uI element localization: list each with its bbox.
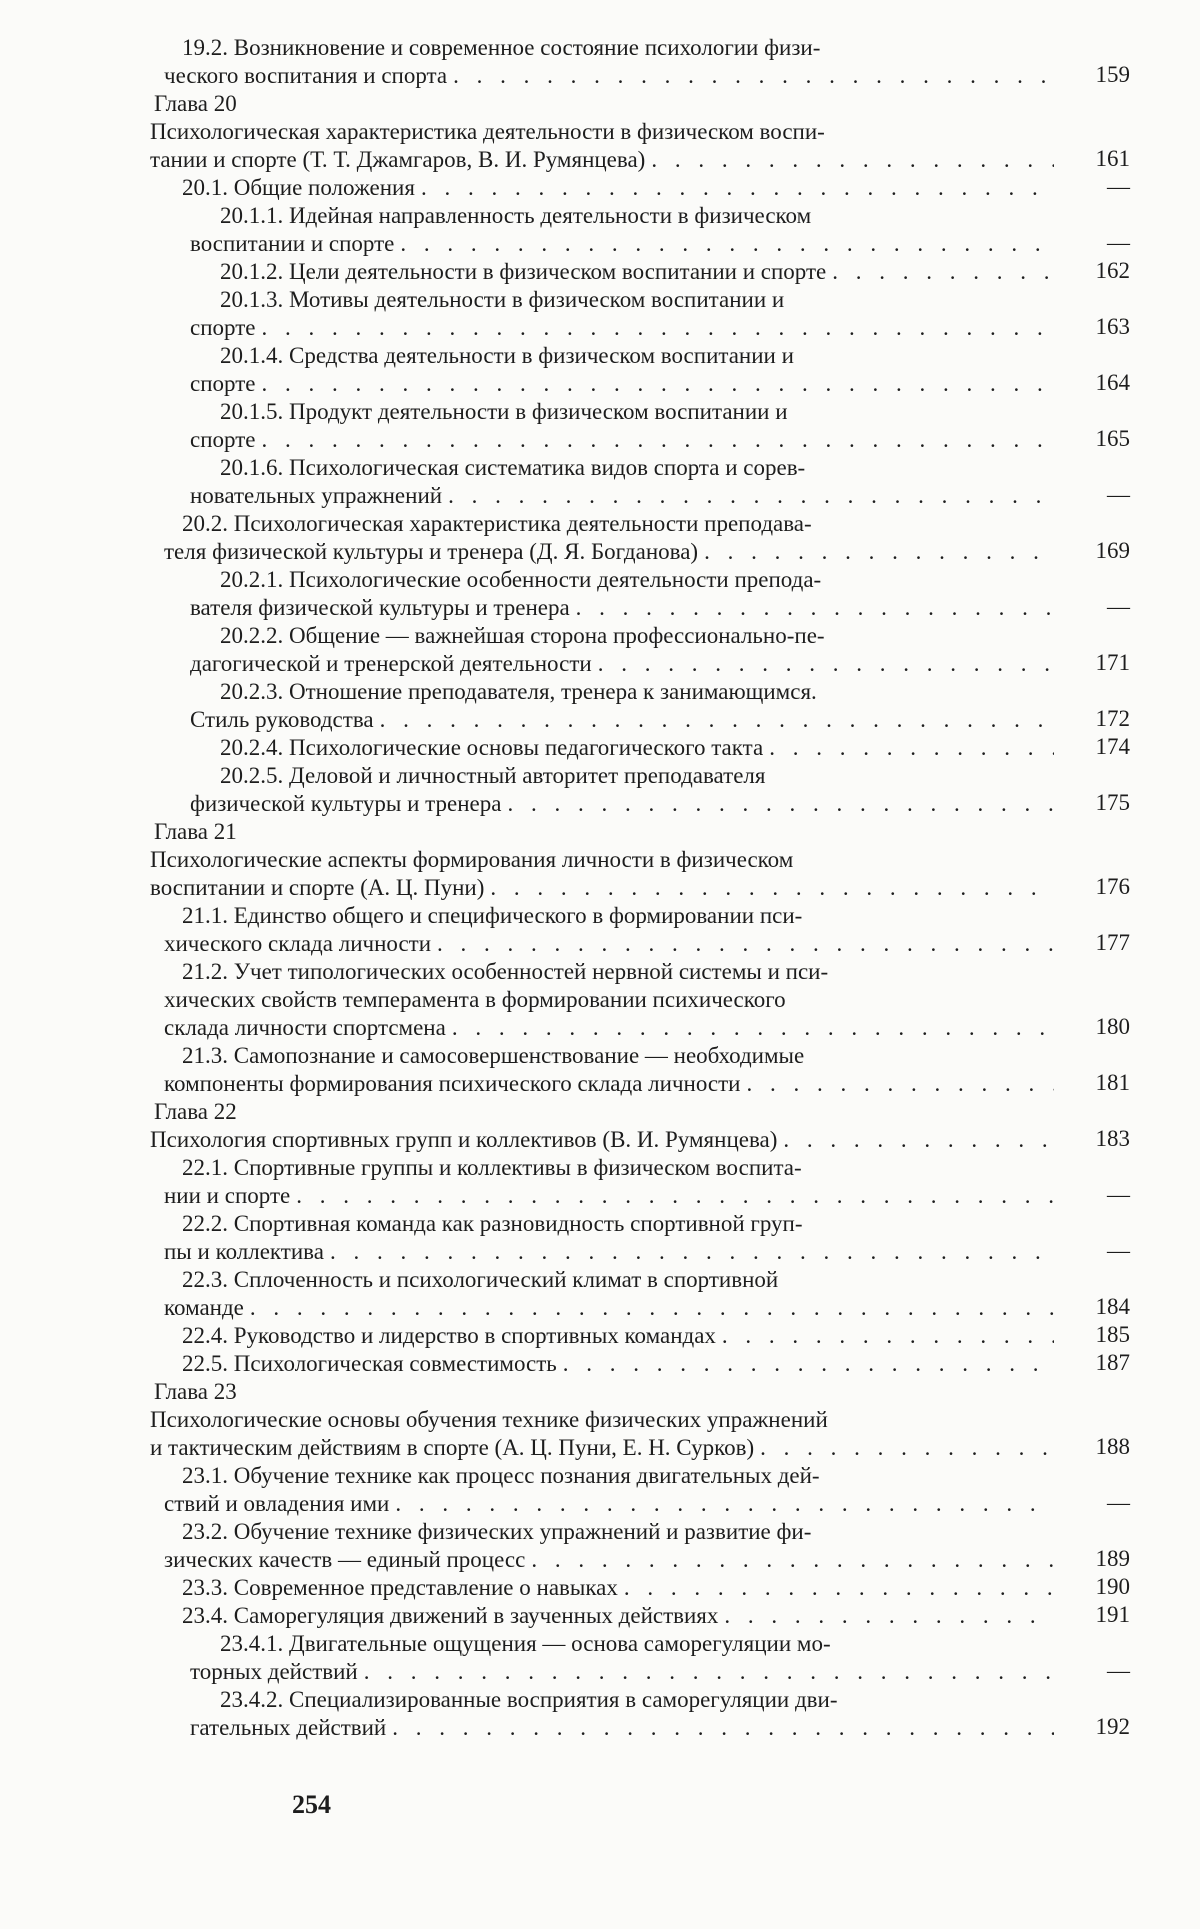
toc-entry-text: теля физической культуры и тренера (Д. Я. Богданова) — [164, 539, 699, 564]
toc-entry-text: 20.1.3. Мотивы деятельности в физическом воспитании и — [220, 287, 785, 312]
dot-leader — [364, 1658, 1054, 1686]
toc-entry-text: Психологические аспекты формирования личности в физическом — [150, 847, 794, 872]
dot-leader — [380, 706, 1054, 734]
dot-leader — [760, 1434, 1054, 1462]
toc-entry-text: 20.2.1. Психологические особенности деятельности препода- — [220, 567, 822, 592]
dot-leader — [395, 1490, 1054, 1518]
toc-entry — [150, 1042, 1130, 1098]
toc-entry-text: 23.4.2. Специализированные восприятия в саморегуляции дви- — [220, 1687, 838, 1712]
toc-entry-text: 22.3. Сплоченность и психологический климат в спортивной — [182, 1267, 779, 1292]
dot-leader — [437, 930, 1054, 958]
toc-entry-text: воспитании и спорте (А. Ц. Пуни) — [150, 875, 485, 900]
toc-page-number: 175 — [1095, 790, 1130, 815]
dot-leader — [421, 174, 1054, 202]
toc-entry-text: новательных упражнений — [190, 483, 443, 508]
dot-leader — [490, 874, 1054, 902]
toc-page-number: 177 — [1095, 930, 1130, 955]
toc-entry-text: Стиль руководства — [190, 707, 374, 732]
dot-leader — [261, 426, 1054, 454]
dot-leader — [448, 482, 1054, 510]
dot-leader — [452, 1014, 1054, 1042]
chapter-heading: Глава 21 — [154, 819, 237, 844]
toc-page-number: 184 — [1095, 1294, 1130, 1319]
toc-page-number: 172 — [1095, 706, 1130, 731]
toc-entry — [150, 454, 1130, 510]
toc-entry-text: 21.3. Самопознание и самосовершенствование — необходимые — [182, 1043, 805, 1068]
toc-entry-text: спорте — [190, 371, 256, 396]
toc-page-number: — — [1107, 174, 1130, 199]
toc-entry-text: ческого воспитания и спорта — [164, 63, 448, 88]
toc-entry-text: 20.2.4. Психологические основы педагогического такта — [220, 735, 764, 760]
toc-page-number: 189 — [1095, 1546, 1130, 1571]
toc-page-number: — — [1107, 1238, 1130, 1263]
toc-page-number: 165 — [1095, 426, 1130, 451]
toc-entry-text: 21.1. Единство общего и специфического в формировании пси- — [182, 903, 803, 928]
toc-page-number: 161 — [1095, 146, 1130, 171]
dot-leader — [769, 734, 1054, 762]
dot-leader — [392, 1714, 1054, 1742]
toc-page-number: 187 — [1095, 1350, 1130, 1375]
toc-entry-text: 23.3. Современное представление о навыках — [182, 1575, 618, 1600]
toc-entry — [150, 1126, 1130, 1154]
toc-entry — [150, 1350, 1130, 1378]
toc-entry — [150, 174, 1130, 202]
dot-leader — [624, 1574, 1054, 1602]
toc-entry-text: 22.2. Спортивная команда как разновидность спортивной груп- — [182, 1211, 803, 1236]
toc-entry — [150, 34, 1130, 90]
toc-page-number: 163 — [1095, 314, 1130, 339]
toc-entry — [150, 398, 1130, 454]
toc-entry-text: 20.1.6. Психологическая систематика видов спорта и сорев- — [220, 455, 806, 480]
toc-entry-text: хических свойств темперамента в формировании психического — [164, 987, 786, 1012]
toc-page-number: 169 — [1095, 538, 1130, 563]
toc-page-number: 192 — [1095, 1714, 1130, 1739]
toc-entry-text: Психологические основы обучения технике физических упражнений — [150, 1407, 828, 1432]
toc-entry — [150, 1602, 1130, 1630]
toc-page-number: — — [1107, 482, 1130, 507]
toc-entry-text: вателя физической культуры и тренера — [190, 595, 570, 620]
toc-entry-text: 22.4. Руководство и лидерство в спортивных командах — [182, 1323, 716, 1348]
toc-entry-text: спорте — [190, 315, 256, 340]
chapter-heading: Глава 23 — [154, 1379, 237, 1404]
toc-entry — [150, 902, 1130, 958]
toc-entry — [150, 1462, 1130, 1518]
toc-entry — [150, 202, 1130, 258]
toc-entry-text: и тактическим действиям в спорте (А. Ц. Пуни, Е. Н. Сурков) — [150, 1435, 755, 1460]
toc-entry — [150, 1266, 1130, 1322]
toc-page-number: 183 — [1095, 1126, 1130, 1151]
dot-leader — [724, 1602, 1054, 1630]
toc-entry-text: 23.2. Обучение технике физических упражнений и развитие фи- — [182, 1519, 812, 1544]
toc-entry-text: 20.1.4. Средства деятельности в физическом воспитании и — [220, 343, 794, 368]
chapter-heading: Глава 20 — [154, 91, 237, 116]
toc-entry-text: 23.4. Саморегуляция движений в заученных действиях — [182, 1603, 719, 1628]
toc-page-number: 180 — [1095, 1014, 1130, 1039]
toc-entry-text: команде — [164, 1295, 244, 1320]
toc-entry-text: спорте — [190, 427, 256, 452]
chapter-heading: Глава 22 — [154, 1099, 237, 1124]
dot-leader — [746, 1070, 1054, 1098]
toc-entry — [150, 1686, 1130, 1742]
toc-entry-text: 20.1.2. Цели деятельности в физическом воспитании и спорте — [220, 259, 827, 284]
toc-entry — [150, 342, 1130, 398]
toc-entry-text: 22.5. Психологическая совместимость — [182, 1351, 557, 1376]
toc-page-number: 181 — [1095, 1070, 1130, 1095]
toc-entry-text: 23.4.1. Двигательные ощущения — основа саморегуляции мо- — [220, 1631, 831, 1656]
toc-page-number: 185 — [1095, 1322, 1130, 1347]
page-number: 254 — [292, 1790, 331, 1819]
toc-entry-text: 20.2.2. Общение — важнейшая сторона профессионально-пе- — [220, 623, 825, 648]
toc-entry-text: гательных действий — [190, 1715, 387, 1740]
dot-leader — [651, 146, 1054, 174]
dot-leader — [531, 1546, 1054, 1574]
toc-page-number: — — [1107, 594, 1130, 619]
dot-leader — [722, 1322, 1054, 1350]
toc-entry — [150, 118, 1130, 174]
toc-entry-text: Психология спортивных групп и коллективов (В. И. Румянцева) — [150, 1127, 778, 1152]
dot-leader — [704, 538, 1054, 566]
toc-entry — [150, 566, 1130, 622]
toc-entry-text: 22.1. Спортивные группы и коллективы в физическом воспита- — [182, 1155, 802, 1180]
toc-page-number: — — [1107, 1658, 1130, 1683]
toc-entry-text: 20.2.5. Деловой и личностный авторитет преподавателя — [220, 763, 766, 788]
dot-leader — [261, 370, 1054, 398]
toc-page-number: 164 — [1095, 370, 1130, 395]
toc-entry-text: пы и коллектива — [164, 1239, 324, 1264]
dot-leader — [261, 314, 1054, 342]
dot-leader — [330, 1238, 1054, 1266]
toc-page-number: 188 — [1095, 1434, 1130, 1459]
toc-page-number: 159 — [1095, 62, 1130, 87]
toc-entry — [150, 1322, 1130, 1350]
dot-leader — [832, 258, 1054, 286]
toc-entry-text: склада личности спортсмена — [164, 1015, 446, 1040]
toc-entry — [150, 286, 1130, 342]
toc-entry-text: торных действий — [190, 1659, 358, 1684]
toc-entry — [150, 678, 1130, 734]
toc-entry — [150, 1154, 1130, 1210]
dot-leader — [400, 230, 1054, 258]
dot-leader — [783, 1126, 1054, 1154]
dot-leader — [453, 62, 1054, 90]
dot-leader — [250, 1294, 1054, 1322]
toc-page-number: — — [1107, 230, 1130, 255]
toc-entry-text: 20.2.3. Отношение преподавателя, тренера к занимающимся. — [220, 679, 817, 704]
toc-entry-text: 20.1.1. Идейная направленность деятельности в физическом — [220, 203, 812, 228]
toc-page-number: 191 — [1095, 1602, 1130, 1627]
toc-entry — [150, 1630, 1130, 1686]
toc-entry-text: воспитании и спорте — [190, 231, 395, 256]
toc-entry — [150, 846, 1130, 902]
toc-entry-text: 21.2. Учет типологических особенностей нервной системы и пси- — [182, 959, 829, 984]
toc-entry — [150, 510, 1130, 566]
toc-page-number: 171 — [1095, 650, 1130, 675]
toc-page-number: — — [1107, 1182, 1130, 1207]
toc-entry-text: 20.1.5. Продукт деятельности в физическом воспитании и — [220, 399, 788, 424]
dot-leader — [576, 594, 1054, 622]
toc-entry — [150, 258, 1130, 286]
toc-entry — [150, 1574, 1130, 1602]
toc-entry — [150, 958, 1130, 1042]
toc-entry-text: хического склада личности — [164, 931, 432, 956]
dot-leader — [296, 1182, 1054, 1210]
toc-entry-text: 19.2. Возникновение и современное состояние психологии физи- — [182, 35, 821, 60]
toc-entry-text: 20.1. Общие положения — [182, 175, 415, 200]
toc-entry — [150, 734, 1130, 762]
dot-leader — [507, 790, 1054, 818]
toc-entry-text: нии и спорте — [164, 1183, 291, 1208]
toc-entry-text: ствий и овладения ими — [164, 1491, 390, 1516]
toc-entry-text: компоненты формирования психического склада личности — [164, 1071, 741, 1096]
toc-entry-text: зических качеств — единый процесс — [164, 1547, 526, 1572]
toc-page-number: 190 — [1095, 1574, 1130, 1599]
toc-entry — [150, 1518, 1130, 1574]
toc-entry-text: тании и спорте (Т. Т. Джамгаров, В. И. Румянцева) — [150, 147, 646, 172]
toc-entry — [150, 622, 1130, 678]
toc-page-number: — — [1107, 1490, 1130, 1515]
table-of-contents — [150, 34, 1130, 1742]
dot-leader — [563, 1350, 1054, 1378]
toc-entry — [150, 1406, 1130, 1462]
toc-entry-text: 20.2. Психологическая характеристика деятельности преподава- — [182, 511, 812, 536]
toc-entry-text: физической культуры и тренера — [190, 791, 502, 816]
toc-page-number: 174 — [1095, 734, 1130, 759]
toc-page-number: 162 — [1095, 258, 1130, 283]
toc-page-number: 176 — [1095, 874, 1130, 899]
toc-entry — [150, 762, 1130, 818]
toc-entry — [150, 1210, 1130, 1266]
toc-entry-text: Психологическая характеристика деятельности в физическом воспи- — [150, 119, 825, 144]
toc-entry-text: 23.1. Обучение технике как процесс познания двигательных дей- — [182, 1463, 820, 1488]
dot-leader — [598, 650, 1054, 678]
toc-entry-text: дагогической и тренерской деятельности — [190, 651, 592, 676]
